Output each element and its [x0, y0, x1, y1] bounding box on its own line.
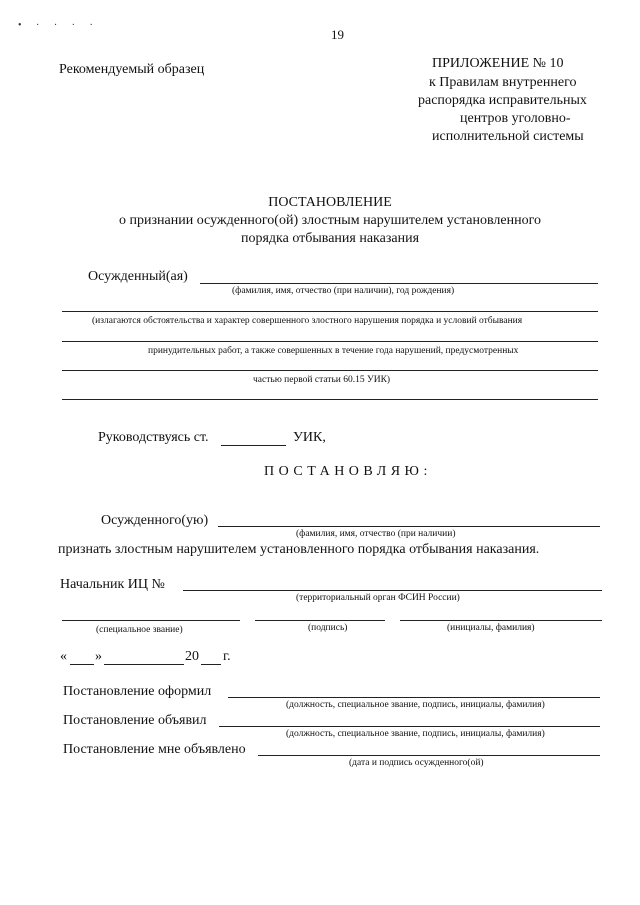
appendix-title: ПРИЛОЖЕНИЕ № 10	[432, 56, 564, 71]
convicted-hint: (фамилия, имя, отчество (при наличии), год рождения)	[232, 286, 455, 296]
date-open-quote: «	[60, 649, 67, 664]
appendix-line: центров уголовно-	[460, 111, 571, 126]
date-year-prefix: 20	[185, 649, 199, 664]
signature-hint: (подпись)	[308, 623, 348, 633]
acknowledged-hint: (дата и подпись осужденного(ой)	[349, 758, 484, 768]
announced-hint: (должность, специальное звание, подпись, инициалы, фамилия)	[286, 729, 545, 739]
circumstances-line[interactable]	[62, 370, 598, 371]
acknowledged-line[interactable]	[258, 755, 600, 756]
drafted-hint: (должность, специальное звание, подпись, инициалы, фамилия)	[286, 700, 545, 710]
announced-label: Постановление объявил	[63, 713, 207, 728]
resolution-name-line[interactable]	[218, 526, 600, 527]
circumstances-hint: (излагаются обстоятельства и характер совершенного злостного нарушения порядка и условий отбывания	[92, 316, 523, 326]
document-subtitle-line2: порядка отбывания наказания	[240, 231, 420, 246]
scan-marks: • · · · ·	[18, 20, 99, 31]
recommended-sample-label: Рекомендуемый образец	[59, 62, 205, 77]
circumstances-hint: принудительных работ, а также совершенных в течение года нарушений, предусмотренных	[148, 346, 519, 356]
chief-organ-line[interactable]	[183, 590, 602, 591]
article-number-line[interactable]	[221, 445, 286, 446]
appendix-line: распорядка исправительных	[418, 93, 587, 108]
resolution-label: Осужденного(ую)	[101, 513, 209, 528]
signature-line[interactable]	[255, 620, 385, 621]
chief-label: Начальник ИЦ №	[60, 577, 165, 592]
drafted-line[interactable]	[228, 697, 600, 698]
date-day-line[interactable]	[70, 664, 94, 665]
resolve-heading: ПОСТАНОВЛЯЮ:	[264, 464, 432, 479]
resolution-hint: (фамилия, имя, отчество (при наличии)	[296, 529, 456, 539]
initials-line[interactable]	[400, 620, 602, 621]
announced-line[interactable]	[219, 726, 600, 727]
date-close-quote: »	[95, 649, 102, 664]
date-year-suffix: г.	[223, 649, 231, 664]
page-number: 19	[331, 27, 344, 42]
convicted-name-line[interactable]	[200, 283, 598, 284]
rank-hint: (специальное звание)	[96, 625, 183, 635]
acknowledged-label: Постановление мне объявлено	[63, 742, 246, 757]
appendix-line: к Правилам внутреннего	[429, 75, 577, 90]
initials-hint: (инициалы, фамилия)	[447, 623, 535, 633]
guided-prefix: Руководствуясь ст.	[98, 430, 209, 445]
appendix-line: исполнительной системы	[432, 129, 584, 144]
resolution-text: признать злостным нарушителем установленного порядка отбывания наказания.	[58, 542, 540, 557]
circumstances-line[interactable]	[62, 399, 598, 400]
circumstances-line[interactable]	[62, 341, 598, 342]
drafted-label: Постановление оформил	[63, 684, 212, 699]
date-month-line[interactable]	[104, 664, 184, 665]
chief-hint: (территориальный орган ФСИН России)	[296, 593, 460, 603]
document-title: ПОСТАНОВЛЕНИЕ	[268, 195, 392, 210]
convicted-label: Осужденный(ая)	[88, 269, 188, 284]
date-year-line[interactable]	[201, 664, 221, 665]
document-subtitle-line1: о признании осужденного(ой) злостным нарушителем установленного	[119, 213, 541, 228]
rank-line[interactable]	[62, 620, 240, 621]
circumstances-hint: частью первой статьи 60.15 УИК)	[253, 375, 391, 385]
guided-suffix: УИК,	[293, 430, 326, 445]
circumstances-line[interactable]	[62, 311, 598, 312]
